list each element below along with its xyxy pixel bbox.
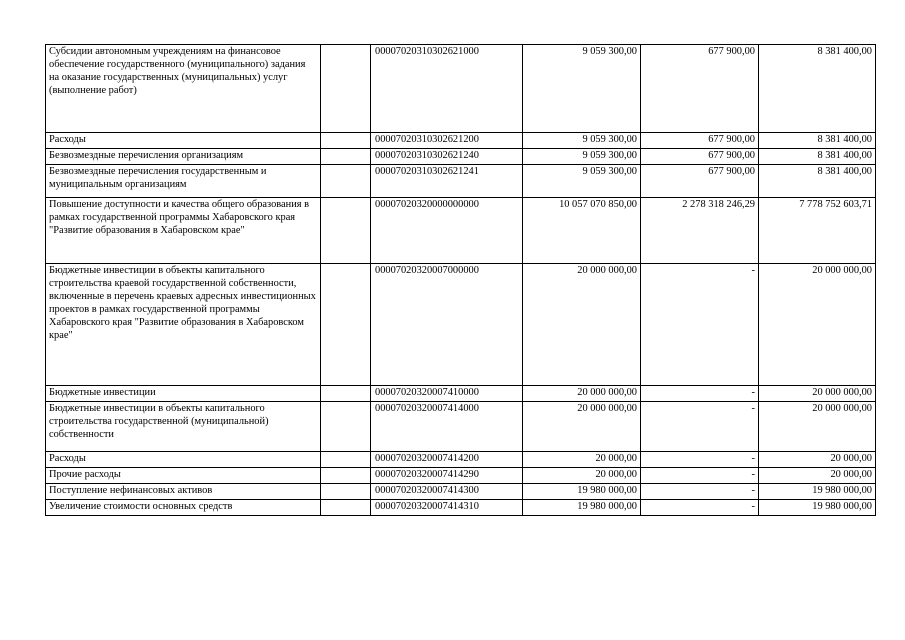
row-approved-cell: 19 980 000,00: [523, 484, 641, 500]
row-name-cell: Прочие расходы: [46, 468, 321, 484]
row-code-cell: 00007020320007410000: [371, 386, 523, 402]
row-executed-cell: 677 900,00: [641, 133, 759, 149]
row-code-cell: 00007020320007414200: [371, 452, 523, 468]
row-remaining-cell: 8 381 400,00: [759, 165, 876, 198]
row-approved-cell: 9 059 300,00: [523, 133, 641, 149]
table-row: [46, 149, 876, 165]
row-name-cell: Расходы: [46, 452, 321, 468]
row-name-cell: Увеличение стоимости основных средств: [46, 500, 321, 516]
table-row: [46, 386, 876, 402]
row-executed-cell: 677 900,00: [641, 165, 759, 198]
row-line-code-cell: [321, 468, 371, 484]
table-row: [46, 165, 876, 198]
row-code-cell: 00007020320007414000: [371, 402, 523, 452]
row-remaining-cell: 8 381 400,00: [759, 133, 876, 149]
row-line-code-cell: [321, 45, 371, 133]
row-name-cell: Безвозмездные перечисления государственным и муниципальным организациям: [46, 165, 321, 198]
row-executed-cell: -: [641, 500, 759, 516]
row-name-cell: Субсидии автономным учреждениям на финансовое обеспечение государственного (муниципального) задания на оказание государственных (муниципальных) услуг (выполнение работ): [46, 45, 321, 133]
row-remaining-cell: 7 778 752 603,71: [759, 198, 876, 264]
row-code-cell: 00007020320000000000: [371, 198, 523, 264]
row-executed-cell: 2 278 318 246,29: [641, 198, 759, 264]
table-row: [46, 500, 876, 516]
table-row: [46, 452, 876, 468]
table-row: [46, 484, 876, 500]
row-remaining-cell: 20 000,00: [759, 468, 876, 484]
row-remaining-cell: 8 381 400,00: [759, 45, 876, 133]
table-row: [46, 133, 876, 149]
row-line-code-cell: [321, 198, 371, 264]
row-line-code-cell: [321, 452, 371, 468]
row-remaining-cell: 20 000,00: [759, 452, 876, 468]
row-line-code-cell: [321, 500, 371, 516]
table-row: [46, 264, 876, 386]
row-remaining-cell: 19 980 000,00: [759, 484, 876, 500]
table-row: [46, 198, 876, 264]
row-remaining-cell: 20 000 000,00: [759, 386, 876, 402]
row-remaining-cell: 19 980 000,00: [759, 500, 876, 516]
row-name-cell: Расходы: [46, 133, 321, 149]
row-name-cell: Безвозмездные перечисления организациям: [46, 149, 321, 165]
row-line-code-cell: [321, 149, 371, 165]
row-line-code-cell: [321, 133, 371, 149]
row-executed-cell: -: [641, 386, 759, 402]
row-approved-cell: 20 000,00: [523, 452, 641, 468]
row-executed-cell: 677 900,00: [641, 45, 759, 133]
row-line-code-cell: [321, 264, 371, 386]
row-code-cell: 00007020310302621241: [371, 165, 523, 198]
row-code-cell: 00007020320007414310: [371, 500, 523, 516]
row-executed-cell: -: [641, 264, 759, 386]
row-line-code-cell: [321, 165, 371, 198]
row-executed-cell: 677 900,00: [641, 149, 759, 165]
row-executed-cell: -: [641, 452, 759, 468]
row-approved-cell: 19 980 000,00: [523, 500, 641, 516]
row-code-cell: 00007020320007414300: [371, 484, 523, 500]
row-approved-cell: 20 000 000,00: [523, 386, 641, 402]
row-remaining-cell: 20 000 000,00: [759, 264, 876, 386]
row-code-cell: 00007020310302621200: [371, 133, 523, 149]
row-line-code-cell: [321, 386, 371, 402]
row-code-cell: 00007020320007414290: [371, 468, 523, 484]
table-row: [46, 402, 876, 452]
row-remaining-cell: 20 000 000,00: [759, 402, 876, 452]
row-name-cell: Повышение доступности и качества общего образования в рамках государственной программы Хабаровского края "Развитие образования в Хабаровском крае": [46, 198, 321, 264]
row-approved-cell: 9 059 300,00: [523, 45, 641, 133]
row-executed-cell: -: [641, 484, 759, 500]
row-line-code-cell: [321, 402, 371, 452]
row-approved-cell: 9 059 300,00: [523, 165, 641, 198]
row-approved-cell: 20 000 000,00: [523, 402, 641, 452]
row-name-cell: Бюджетные инвестиции в объекты капитального строительства краевой государственной собственности, включенные в перечень краевых адресных инвестиционных проектов в рамках государственной программы Хабаровского края "Развитие образования в Хабаровском крае": [46, 264, 321, 386]
row-approved-cell: 9 059 300,00: [523, 149, 641, 165]
row-approved-cell: 20 000 000,00: [523, 264, 641, 386]
row-executed-cell: -: [641, 402, 759, 452]
row-approved-cell: 10 057 070 850,00: [523, 198, 641, 264]
table-row: [46, 45, 876, 133]
row-code-cell: 00007020310302621000: [371, 45, 523, 133]
row-executed-cell: -: [641, 468, 759, 484]
row-name-cell: Бюджетные инвестиции в объекты капитального строительства государственной (муниципальной) собственности: [46, 402, 321, 452]
budget-execution-table: [45, 44, 876, 516]
row-approved-cell: 20 000,00: [523, 468, 641, 484]
row-code-cell: 00007020320007000000: [371, 264, 523, 386]
row-remaining-cell: 8 381 400,00: [759, 149, 876, 165]
row-name-cell: Бюджетные инвестиции: [46, 386, 321, 402]
row-code-cell: 00007020310302621240: [371, 149, 523, 165]
table-row: [46, 468, 876, 484]
row-line-code-cell: [321, 484, 371, 500]
row-name-cell: Поступление нефинансовых активов: [46, 484, 321, 500]
